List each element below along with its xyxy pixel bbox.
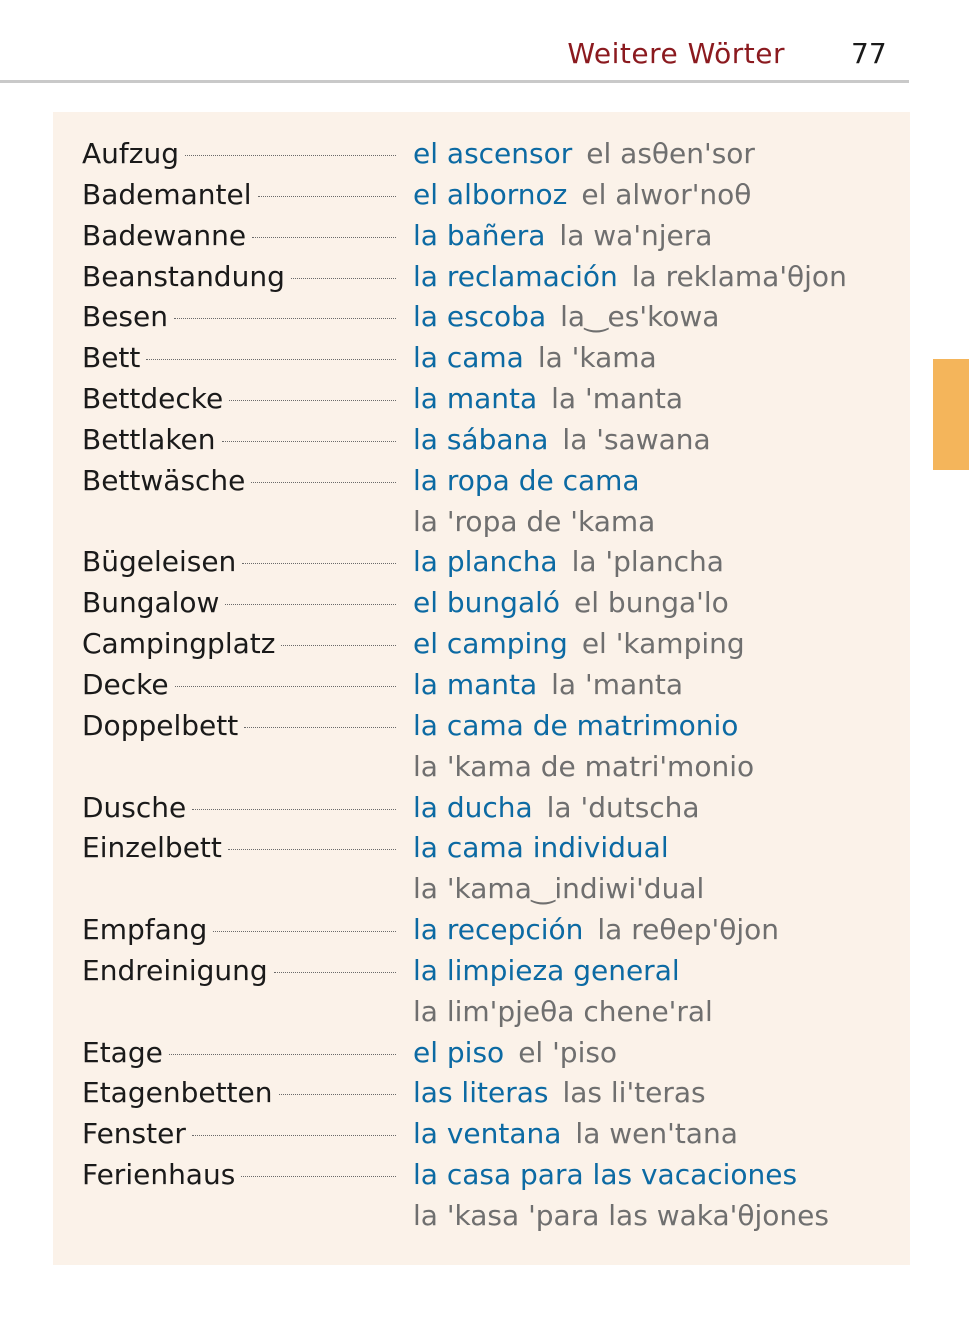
german-entry xyxy=(82,216,396,256)
german-entry xyxy=(82,542,396,582)
leader-dots xyxy=(251,482,396,483)
pronunciation: la 'kama xyxy=(537,341,657,375)
german-word: Bettwäsche xyxy=(82,463,246,497)
list-item xyxy=(0,788,900,829)
list-item xyxy=(0,216,900,257)
list-item xyxy=(0,461,900,543)
pronunciation: la wen'tana xyxy=(575,1117,738,1151)
list-item xyxy=(0,706,900,788)
german-entry xyxy=(82,788,396,828)
list-item xyxy=(0,665,900,706)
german-entry xyxy=(82,624,396,664)
list-item xyxy=(0,1114,900,1155)
pronunciation: la 'manta xyxy=(551,382,684,416)
spanish-entry xyxy=(413,788,700,828)
spanish-word: la escoba xyxy=(413,300,547,334)
german-word: Besen xyxy=(82,300,168,334)
pronunciation: el alwor'noθ xyxy=(581,177,752,211)
list-item xyxy=(0,583,900,624)
german-entry xyxy=(82,665,396,705)
list-item xyxy=(0,134,900,175)
german-word: Decke xyxy=(82,667,169,701)
leader-dots xyxy=(222,441,396,442)
german-word: Doppelbett xyxy=(82,708,239,742)
leader-dots xyxy=(274,972,396,973)
pronunciation: la 'kasa 'para las waka'θjones xyxy=(413,1198,829,1232)
spanish-word: el albornoz xyxy=(413,177,568,211)
list-item xyxy=(0,624,900,665)
leader-dots xyxy=(242,563,396,564)
german-word: Bettdecke xyxy=(82,382,224,416)
list-item xyxy=(0,257,900,298)
leader-dots xyxy=(192,1135,396,1136)
leader-dots xyxy=(213,931,396,932)
german-word: Beanstandung xyxy=(82,259,285,293)
german-entry xyxy=(82,134,396,174)
list-item xyxy=(0,1073,900,1114)
german-word: Badewanne xyxy=(82,218,247,252)
section-title: Weitere Wörter xyxy=(567,37,785,70)
list-item xyxy=(0,379,900,420)
spanish-word: la limpieza general xyxy=(413,953,680,987)
german-word: Endreinigung xyxy=(82,953,268,987)
pronunciation: el 'kamping xyxy=(581,627,745,661)
leader-dots xyxy=(192,809,396,810)
leader-dots xyxy=(281,645,396,646)
pronunciation: la lim'pjeθa chene'ral xyxy=(413,994,713,1028)
leader-dots xyxy=(258,196,396,197)
spanish-entry xyxy=(413,420,711,460)
pronunciation: la reθep'θjon xyxy=(597,913,779,947)
spanish-word: la ducha xyxy=(413,790,533,824)
spanish-entry xyxy=(413,542,724,582)
spanish-entry xyxy=(413,461,640,501)
german-entry xyxy=(82,828,396,868)
pronunciation: la 'dutscha xyxy=(546,790,700,824)
leader-dots xyxy=(175,686,396,687)
german-word: Dusche xyxy=(82,790,187,824)
spanish-word: la recepción xyxy=(413,913,584,947)
spanish-entry xyxy=(413,338,657,378)
german-word: Fenster xyxy=(82,1117,186,1151)
spanish-entry xyxy=(413,1033,617,1073)
spanish-entry xyxy=(413,1155,797,1195)
german-word: Bett xyxy=(82,341,141,375)
spanish-word: la plancha xyxy=(413,545,558,579)
list-item xyxy=(0,828,900,910)
spanish-word: el camping xyxy=(413,627,568,661)
german-entry xyxy=(82,420,396,460)
german-word: Bungalow xyxy=(82,586,220,620)
spanish-entry xyxy=(413,1073,706,1113)
spanish-word: las literas xyxy=(413,1076,549,1110)
pronunciation: la 'kama‿indiwi'dual xyxy=(413,872,705,906)
page-header xyxy=(0,0,969,84)
spanish-entry xyxy=(413,175,751,215)
list-item xyxy=(0,1155,900,1237)
leader-dots xyxy=(169,1054,396,1055)
spanish-entry xyxy=(413,706,738,746)
spanish-word: la casa para las vacaciones xyxy=(413,1158,798,1192)
spanish-entry xyxy=(413,583,729,623)
vocabulary-list xyxy=(0,134,900,1237)
pronunciation: la reklama'θjon xyxy=(631,259,847,293)
list-item xyxy=(0,338,900,379)
list-item xyxy=(0,1033,900,1074)
german-entry xyxy=(82,461,396,501)
german-entry xyxy=(82,910,396,950)
german-entry xyxy=(82,1073,396,1113)
pronunciation: la 'sawana xyxy=(562,422,711,456)
pronunciation: el bunga'lo xyxy=(574,586,729,620)
pronunciation: la 'manta xyxy=(551,667,684,701)
header-divider xyxy=(0,80,909,83)
german-entry xyxy=(82,379,396,419)
german-word: Aufzug xyxy=(82,137,179,170)
list-item xyxy=(0,951,900,1033)
spanish-entry xyxy=(413,624,745,664)
spanish-word: el ascensor xyxy=(413,137,573,170)
spanish-word: la sábana xyxy=(413,422,549,456)
german-entry xyxy=(82,951,396,991)
pronunciation: las li'teras xyxy=(562,1076,706,1110)
leader-dots xyxy=(252,237,396,238)
german-word: Etagenbetten xyxy=(82,1076,273,1110)
german-word: Ferienhaus xyxy=(82,1158,236,1192)
spanish-entry xyxy=(413,951,680,991)
leader-dots xyxy=(291,278,396,279)
pronunciation: la 'kama de matri'monio xyxy=(413,749,755,783)
german-word: Campingplatz xyxy=(82,627,276,661)
pronunciation: la wa'njera xyxy=(559,218,713,252)
leader-dots xyxy=(279,1094,396,1095)
spanish-word: la manta xyxy=(413,667,538,701)
spanish-word: la reclamación xyxy=(413,259,618,293)
spanish-word: la ropa de cama xyxy=(413,463,640,497)
spanish-entry xyxy=(413,910,779,950)
leader-dots xyxy=(146,359,396,360)
spanish-entry xyxy=(413,216,712,256)
german-entry xyxy=(82,297,396,337)
pronunciation: el 'piso xyxy=(518,1035,618,1069)
leader-dots xyxy=(228,849,396,850)
spanish-word: el piso xyxy=(413,1035,505,1069)
spanish-entry xyxy=(413,665,683,705)
german-word: Bademantel xyxy=(82,177,252,211)
german-entry xyxy=(82,175,396,215)
list-item xyxy=(0,542,900,583)
german-word: Etage xyxy=(82,1035,163,1069)
page-number: 77 xyxy=(851,37,887,70)
spanish-entry xyxy=(413,1114,738,1154)
leader-dots xyxy=(225,604,396,605)
german-entry xyxy=(82,1155,396,1195)
spanish-entry xyxy=(413,297,719,337)
leader-dots xyxy=(244,727,396,728)
german-word: Bettlaken xyxy=(82,422,216,456)
spanish-word: la cama xyxy=(413,341,524,375)
spanish-entry xyxy=(413,828,669,868)
chapter-thumb-tab xyxy=(933,359,969,470)
list-item xyxy=(0,420,900,461)
list-item xyxy=(0,297,900,338)
pronunciation: la 'ropa de 'kama xyxy=(413,504,656,538)
leader-dots xyxy=(185,155,396,156)
list-item xyxy=(0,910,900,951)
german-word: Einzelbett xyxy=(82,831,222,865)
spanish-word: la bañera xyxy=(413,218,546,252)
spanish-entry xyxy=(413,379,683,419)
german-entry xyxy=(82,1114,396,1154)
german-word: Empfang xyxy=(82,913,208,947)
pronunciation: la‿es'kowa xyxy=(560,300,720,334)
german-entry xyxy=(82,1033,396,1073)
leader-dots xyxy=(174,318,396,319)
german-word: Bügeleisen xyxy=(82,545,237,579)
spanish-entry xyxy=(413,257,847,297)
pronunciation: la 'plancha xyxy=(571,545,724,579)
pronunciation: el asθen'sor xyxy=(586,137,755,170)
german-entry xyxy=(82,338,396,378)
german-entry xyxy=(82,706,396,746)
spanish-word: la manta xyxy=(413,382,538,416)
leader-dots xyxy=(229,400,396,401)
spanish-word: la ventana xyxy=(413,1117,562,1151)
spanish-word: el bungaló xyxy=(413,586,561,620)
leader-dots xyxy=(241,1176,396,1177)
list-item xyxy=(0,175,900,216)
spanish-word: la cama de matrimonio xyxy=(413,708,739,742)
german-entry xyxy=(82,583,396,623)
spanish-entry xyxy=(413,134,755,174)
spanish-word: la cama individual xyxy=(413,831,669,865)
german-entry xyxy=(82,257,396,297)
